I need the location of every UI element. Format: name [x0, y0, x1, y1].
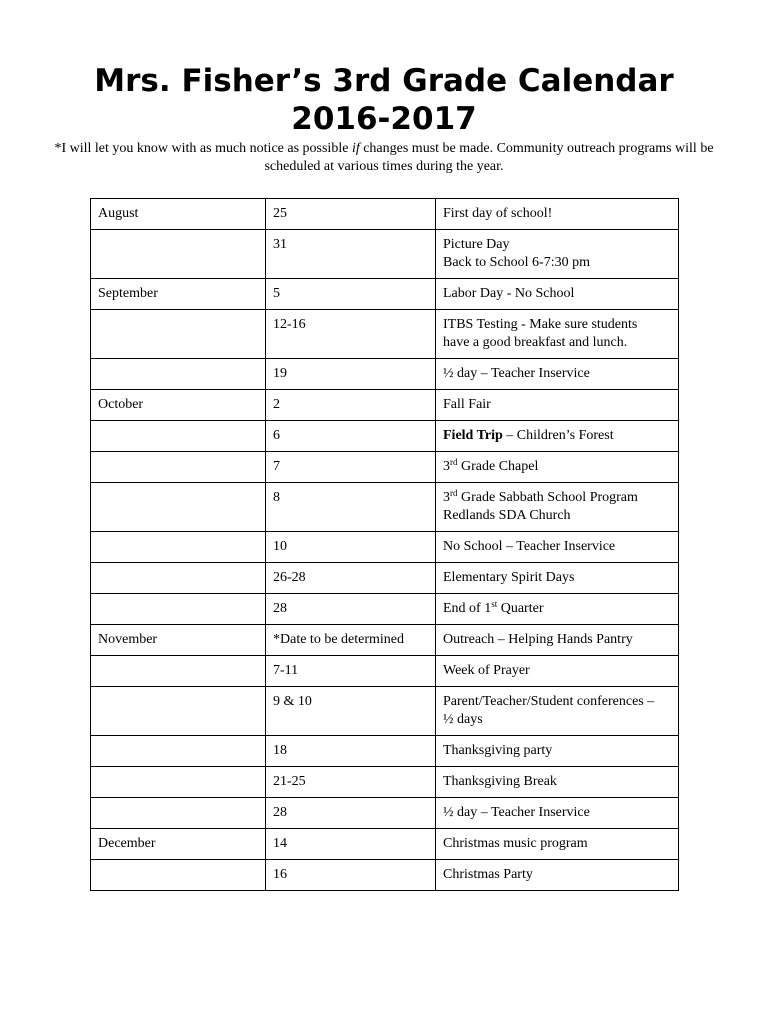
table-row	[91, 594, 679, 625]
date-cell: 19	[266, 359, 436, 390]
date-cell: 28	[266, 798, 436, 829]
event-text: Thanksgiving party	[443, 743, 553, 758]
page-title-year: 2016-2017	[291, 101, 477, 137]
month-cell	[91, 452, 266, 483]
month-cell	[91, 483, 266, 532]
event-cell	[436, 860, 679, 891]
event-text: Labor Day - No School	[443, 286, 575, 301]
month-cell: September	[91, 279, 266, 310]
table-row	[91, 798, 679, 829]
table-row	[91, 767, 679, 798]
table-row	[91, 736, 679, 767]
event-text: – Children’s Forest	[502, 428, 614, 443]
event-cell	[436, 767, 679, 798]
event-cell	[436, 687, 679, 736]
event-cell	[436, 563, 679, 594]
date-cell: 7	[266, 452, 436, 483]
date-cell: 6	[266, 421, 436, 452]
event-cell	[436, 798, 679, 829]
month-cell: August	[91, 199, 266, 230]
event-text: No School – Teacher Inservice	[443, 539, 616, 554]
table-row	[91, 829, 679, 860]
event-text: Parent/Teacher/Student conferences –	[443, 694, 655, 709]
table-row	[91, 563, 679, 594]
event-text: ½ day – Teacher Inservice	[443, 805, 590, 820]
event-cell	[436, 279, 679, 310]
table-row	[91, 421, 679, 452]
month-cell	[91, 687, 266, 736]
event-text: Grade Chapel	[457, 459, 539, 474]
month-cell	[91, 798, 266, 829]
table-row	[91, 452, 679, 483]
event-text: Elementary Spirit Days	[443, 570, 575, 585]
event-cell	[436, 483, 679, 532]
event-text-tail: Quarter	[497, 601, 544, 616]
event-text: Outreach – Helping Hands Pantry	[443, 632, 633, 647]
month-cell: November	[91, 625, 266, 656]
table-row	[91, 656, 679, 687]
date-cell: 12-16	[266, 310, 436, 359]
page-title: Mrs. Fisher’s 3rd Grade Calendar	[94, 63, 674, 99]
month-cell	[91, 767, 266, 798]
month-cell	[91, 656, 266, 687]
event-text: Christmas Party	[443, 867, 533, 882]
event-text: Christmas music program	[443, 836, 588, 851]
event-cell	[436, 230, 679, 279]
event-text-line2: Redlands SDA Church	[443, 508, 571, 523]
calendar-table	[90, 198, 679, 891]
event-text: ITBS Testing - Make sure students	[443, 317, 638, 332]
date-cell: 28	[266, 594, 436, 625]
event-cell	[436, 199, 679, 230]
date-cell: 25	[266, 199, 436, 230]
event-text: ½ day – Teacher Inservice	[443, 366, 590, 381]
event-ordinal: rd	[450, 457, 458, 467]
date-cell: 14	[266, 829, 436, 860]
month-cell	[91, 359, 266, 390]
event-number: 3	[443, 490, 450, 505]
table-row	[91, 483, 679, 532]
date-cell: 21-25	[266, 767, 436, 798]
event-cell	[436, 625, 679, 656]
month-cell	[91, 594, 266, 625]
event-ordinal: rd	[450, 488, 458, 498]
date-cell: 5	[266, 279, 436, 310]
notice-text	[40, 140, 728, 176]
event-number: 3	[443, 459, 450, 474]
table-row	[91, 860, 679, 891]
event-cell	[436, 310, 679, 359]
month-cell	[91, 532, 266, 563]
table-row	[91, 687, 679, 736]
date-cell: 16	[266, 860, 436, 891]
month-cell: October	[91, 390, 266, 421]
event-text: First day of school!	[443, 206, 553, 221]
notice-text-start: *I will let you know with as much notice as possible	[54, 141, 352, 156]
table-row	[91, 310, 679, 359]
month-cell	[91, 230, 266, 279]
event-cell	[436, 829, 679, 860]
event-text-line2: Back to School 6-7:30 pm	[443, 255, 590, 270]
event-cell	[436, 532, 679, 563]
event-ordinal: st	[491, 599, 498, 609]
table-row	[91, 625, 679, 656]
notice-text-end: changes must be made. Community outreach programs will be scheduled at various times during the year.	[264, 141, 714, 174]
date-cell: 7-11	[266, 656, 436, 687]
month-cell	[91, 563, 266, 594]
month-cell: December	[91, 829, 266, 860]
event-cell	[436, 736, 679, 767]
event-text: End of 1	[443, 601, 492, 616]
event-cell	[436, 390, 679, 421]
date-cell: 8	[266, 483, 436, 532]
table-row	[91, 230, 679, 279]
table-row	[91, 359, 679, 390]
notice-text-emphasis: if	[351, 141, 360, 156]
event-cell	[436, 452, 679, 483]
event-text-bold: Field Trip	[443, 428, 503, 443]
table-row	[91, 532, 679, 563]
date-cell: 31	[266, 230, 436, 279]
date-cell: 9 & 10	[266, 687, 436, 736]
table-row	[91, 279, 679, 310]
event-cell	[436, 656, 679, 687]
event-text: Week of Prayer	[443, 663, 530, 678]
date-cell: *Date to be determined	[266, 625, 436, 656]
table-row	[91, 199, 679, 230]
date-cell: 10	[266, 532, 436, 563]
month-cell	[91, 736, 266, 767]
month-cell	[91, 421, 266, 452]
event-cell	[436, 594, 679, 625]
month-cell	[91, 310, 266, 359]
event-cell	[436, 421, 679, 452]
date-cell: 26-28	[266, 563, 436, 594]
event-text-line2: have a good breakfast and lunch.	[443, 335, 628, 350]
table-row	[91, 390, 679, 421]
event-text: Thanksgiving Break	[443, 774, 557, 789]
date-cell: 18	[266, 736, 436, 767]
event-cell	[436, 359, 679, 390]
event-text-line2: ½ days	[443, 712, 483, 727]
date-cell: 2	[266, 390, 436, 421]
month-cell	[91, 860, 266, 891]
event-text: Picture Day	[443, 237, 510, 252]
event-text: Grade Sabbath School Program	[457, 490, 638, 505]
event-text: Fall Fair	[443, 397, 491, 412]
